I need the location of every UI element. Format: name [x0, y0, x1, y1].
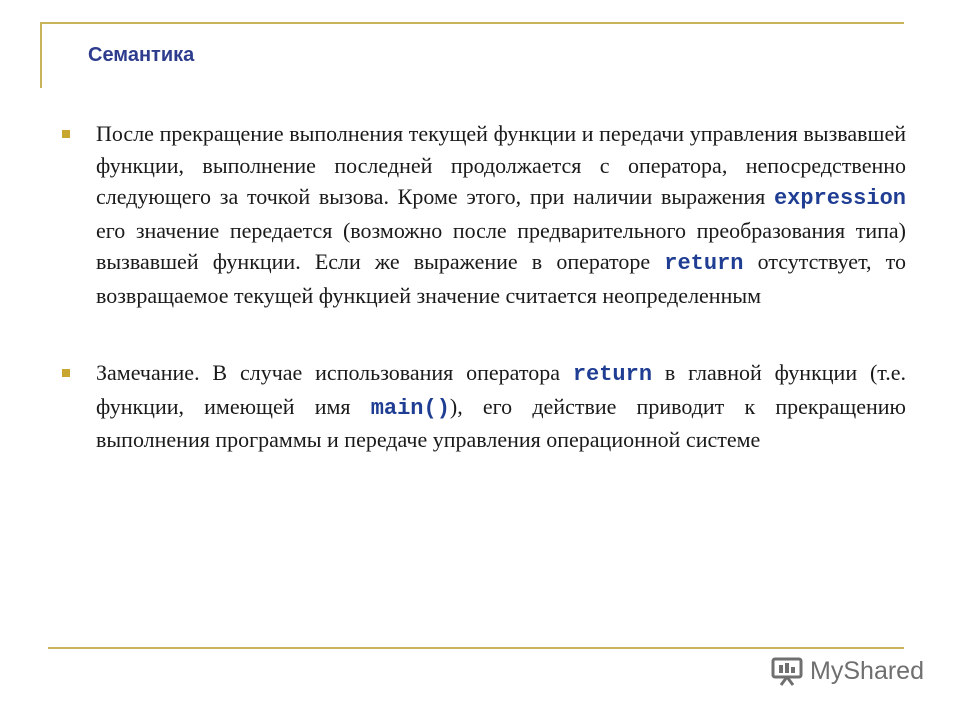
bullet-text: отсутствует, то возвращаемое текущей функцией значение считается неопределенным: [96, 249, 906, 308]
bullet-text: Замечание. В случае использования оператора: [96, 360, 573, 385]
bullet-text: в главной функции (т.е. функции, имеющей имя: [96, 360, 906, 419]
bullet-text: После прекращение выполнения текущей функции и передачи управления вызвавшей функции, выполнение последней продолжается с оператора, непосредственно следующего за точкой вызова. Кроме этого, при наличии выражения: [96, 121, 906, 209]
watermark-text: MyShared: [810, 656, 924, 685]
bullet-text: ), его действие приводит к прекращению выполнения программы и передаче управления операционной системе: [96, 393, 906, 452]
left-decorative-rule: [40, 22, 42, 88]
slide-title: Семантика: [88, 44, 195, 66]
bullet-text: его значение передается (возможно после предварительного преобразования типа) вызвавшей функции. Если же выражение в операторе: [96, 217, 906, 274]
code-expression: expression: [773, 186, 906, 211]
code-main: main(): [370, 395, 450, 421]
code-return: return: [664, 251, 744, 276]
presentation-screen-icon: [770, 656, 804, 686]
bullet-item-note: [60, 357, 906, 456]
code-return: return: [572, 362, 653, 387]
bullet-list: [60, 118, 906, 502]
top-decorative-rule: [40, 22, 904, 24]
bullet-item-semantics: [60, 118, 906, 311]
bottom-decorative-rule: [48, 647, 904, 649]
watermark-logo: [770, 656, 924, 686]
